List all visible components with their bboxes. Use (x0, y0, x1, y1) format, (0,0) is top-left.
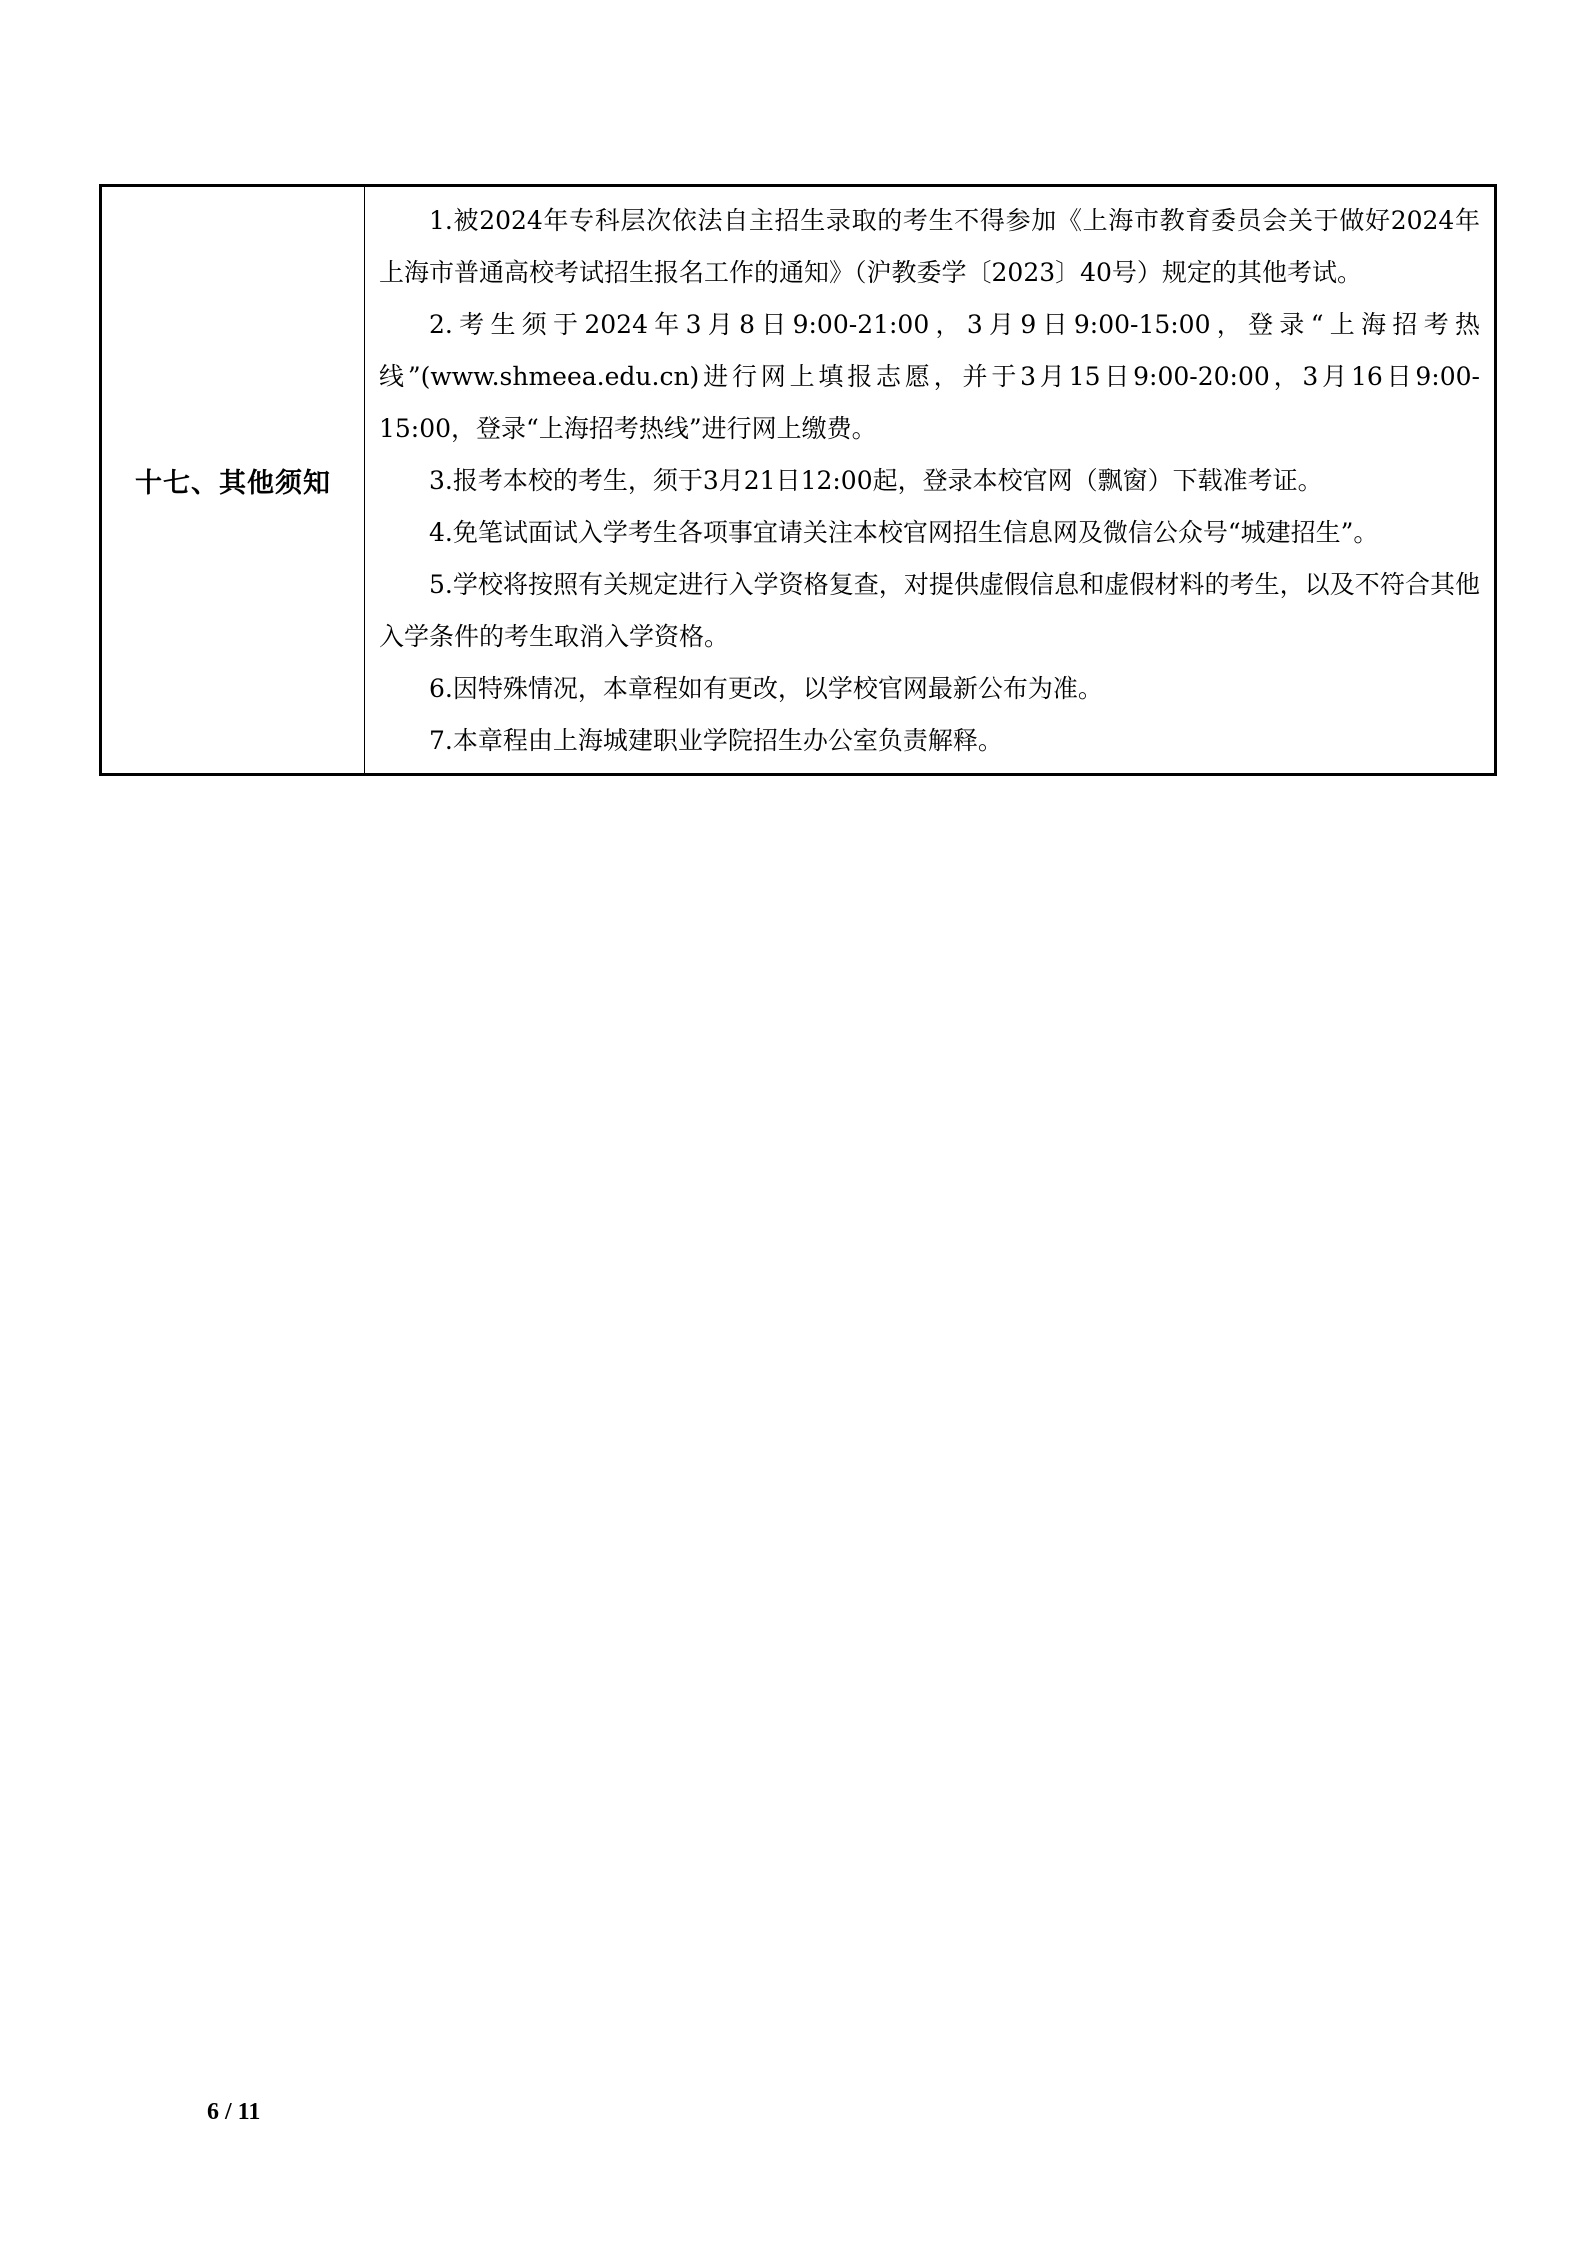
notice-item-1: 1.被2024年专科层次依法自主招生录取的考生不得参加《上海市教育委员会关于做好2024年上海市普通高校考试招生报名工作的通知》（沪教委学〔2023〕40号）规定的其他考试。 (379, 206, 1480, 287)
notice-item-2: 2.考生须于2024年3月8日9:00-21:00，3月9日9:00-15:00，登录“上海招考热线”(www.shmeea.edu.cn)进行网上填报志愿，并于3月15日9:00-20:00，3月16日9:00-15:00，登录“上海招考热线”进行网上缴费。 (379, 310, 1480, 443)
notice-item-6: 6.因特殊情况，本章程如有更改，以学校官网最新公布为准。 (429, 674, 1103, 703)
notice-item-3: 3.报考本校的考生，须于3月21日12:00起，登录本校官网（飘窗）下载准考证。 (429, 466, 1323, 495)
page-number: 6 / 11 (207, 2099, 261, 2125)
table-row (101, 186, 1496, 775)
notice-item-7: 7.本章程由上海城建职业学院招生办公室负责解释。 (429, 726, 1003, 755)
notice-item-5: 5.学校将按照有关规定进行入学资格复查，对提供虚假信息和虚假材料的考生，以及不符合其他入学条件的考生取消入学资格。 (379, 570, 1480, 651)
section-content (365, 186, 1496, 775)
notice-item-4: 4.免笔试面试入学考生各项事宜请关注本校官网招生信息网及微信公众号“城建招生”。 (429, 518, 1379, 547)
section-heading: 十七、其他须知 (101, 186, 365, 775)
notice-table (99, 184, 1497, 776)
